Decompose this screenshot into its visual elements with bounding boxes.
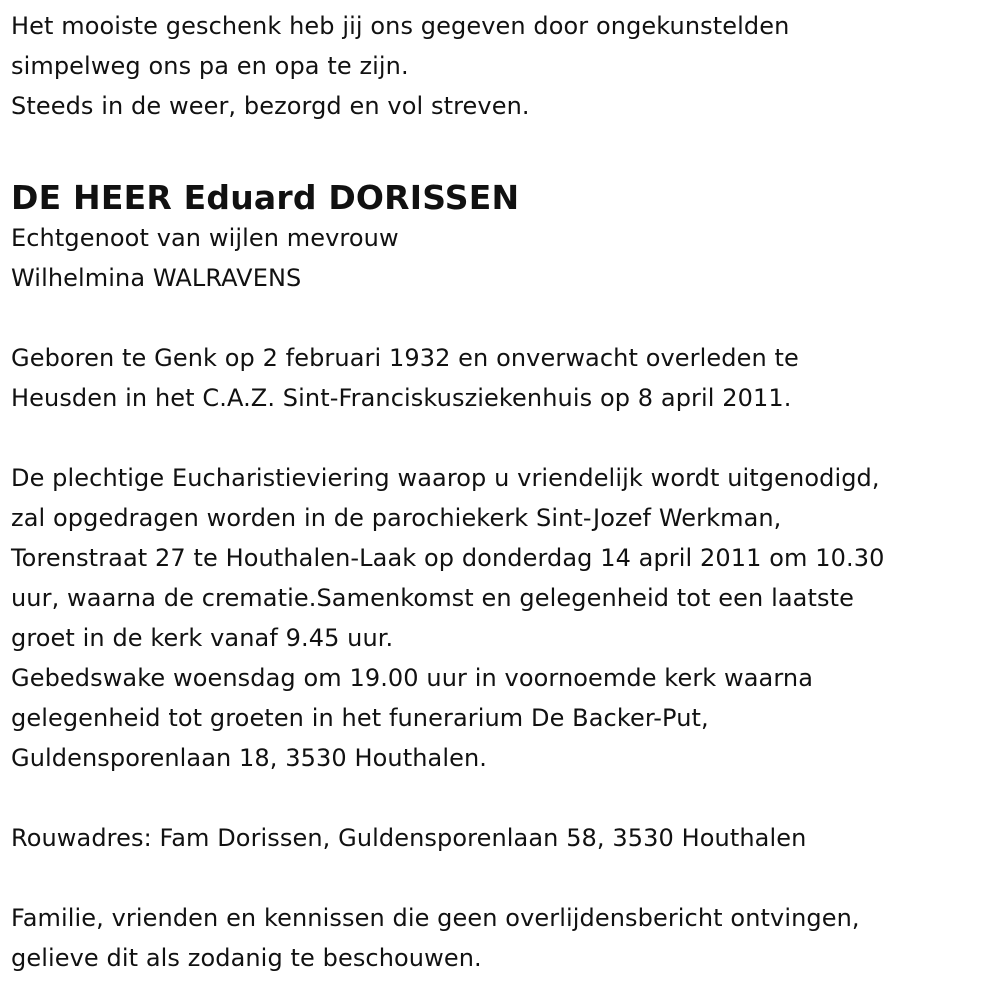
spouse-line: Wilhelmina WALRAVENS bbox=[11, 264, 302, 292]
spacer bbox=[11, 418, 991, 458]
spouse-info bbox=[11, 218, 991, 298]
spacer bbox=[11, 858, 991, 898]
closing-note bbox=[11, 898, 991, 978]
ceremony-line: zal opgedragen worden in de parochiekerk Sint-Jozef Werkman, bbox=[11, 504, 782, 532]
death-notice bbox=[11, 6, 991, 978]
poem-line: simpelweg ons pa en opa te zijn. bbox=[11, 52, 409, 80]
ceremony-line: gelegenheid tot groeten in het funerarium De Backer-Put, bbox=[11, 704, 709, 732]
ceremony-line: Guldensporenlaan 18, 3530 Houthalen. bbox=[11, 744, 487, 772]
birth-death-info bbox=[11, 338, 991, 418]
ceremony-line: Torenstraat 27 te Houthalen-Laak op donderdag 14 april 2011 om 10.30 bbox=[11, 544, 885, 572]
poem bbox=[11, 6, 991, 126]
spouse-line: Echtgenoot van wijlen mevrouw bbox=[11, 224, 399, 252]
birth-death-line: Heusden in het C.A.Z. Sint-Franciskusziekenhuis op 8 april 2011. bbox=[11, 384, 792, 412]
spacer bbox=[11, 298, 991, 338]
spacer bbox=[11, 778, 991, 818]
ceremony-line: Gebedswake woensdag om 19.00 uur in voornoemde kerk waarna bbox=[11, 664, 814, 692]
poem-line: Het mooiste geschenk heb jij ons gegeven door ongekunstelden bbox=[11, 12, 790, 40]
closing-line: Familie, vrienden en kennissen die geen overlijdensbericht ontvingen, bbox=[11, 904, 860, 932]
ceremony-line: groet in de kerk vanaf 9.45 uur. bbox=[11, 624, 394, 652]
ceremony-line: uur, waarna de crematie.Samenkomst en gelegenheid tot een laatste bbox=[11, 584, 854, 612]
closing-line: gelieve dit als zodanig te beschouwen. bbox=[11, 944, 482, 972]
ceremony-info bbox=[11, 458, 991, 778]
spacer bbox=[11, 126, 991, 178]
mourning-address: Rouwadres: Fam Dorissen, Guldensporenlaan 58, 3530 Houthalen bbox=[11, 824, 807, 852]
deceased-name-title: DE HEER Eduard DORISSEN bbox=[11, 178, 520, 217]
ceremony-line: De plechtige Eucharistieviering waarop u vriendelijk wordt uitgenodigd, bbox=[11, 464, 880, 492]
birth-death-line: Geboren te Genk op 2 februari 1932 en onverwacht overleden te bbox=[11, 344, 799, 372]
poem-line: Steeds in de weer, bezorgd en vol streven. bbox=[11, 92, 530, 120]
